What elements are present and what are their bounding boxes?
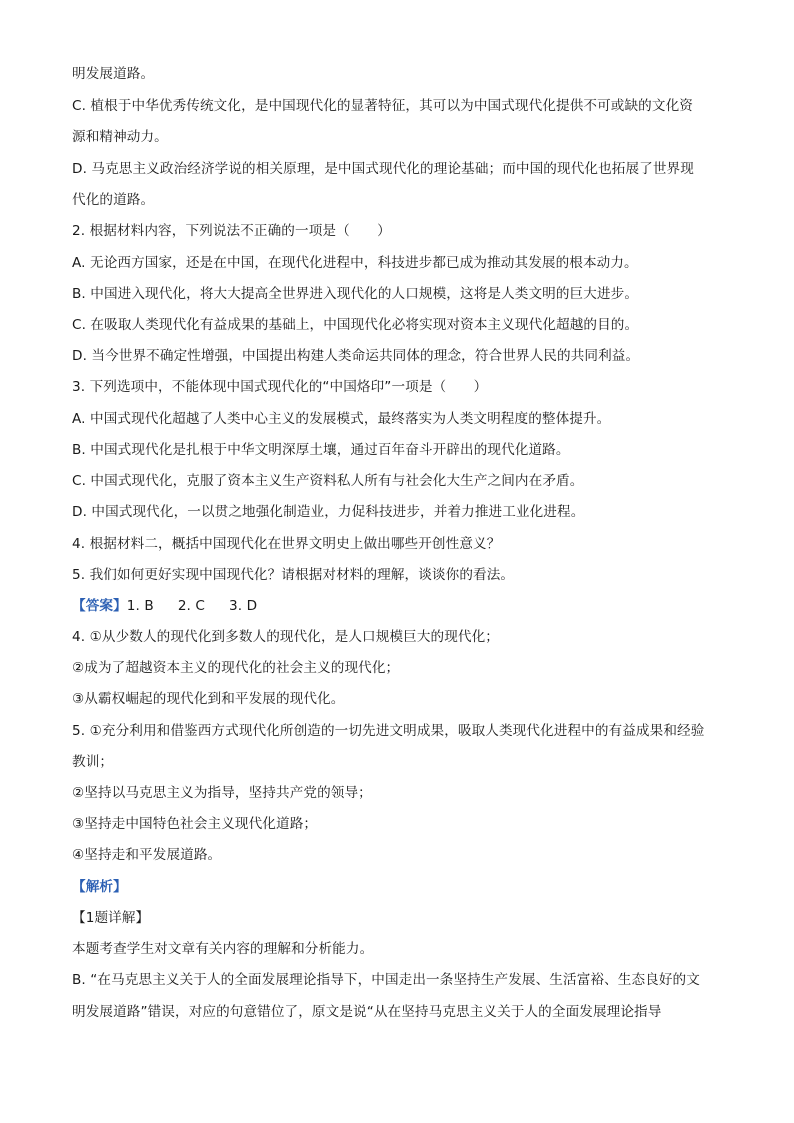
question-3: 3. 下列选项中，不能体现中国式现代化的“中国烙印”一项是（ ） — [72, 379, 488, 395]
answer-2: 2. C — [177, 598, 205, 614]
answer-3: 3. D — [229, 598, 258, 614]
text-line: 教训； — [72, 754, 114, 770]
option-c-line: C. 中国式现代化，克服了资本主义生产资料私人所有与社会化大生产之间内在矛盾。 — [72, 473, 584, 489]
text-line: B. “在马克思主义关于人的全面发展理论指导下，中国走出一条坚持生产发展、生活富裕、生态良好的文 — [72, 972, 700, 988]
answer-line — [72, 596, 257, 616]
question-5: 5. 我们如何更好实现中国现代化？请根据对材料的理解，谈谈你的看法。 — [72, 567, 515, 583]
analysis-label: 【解析】 — [72, 879, 127, 895]
answer-label: 【答案】 — [72, 598, 127, 614]
text-line: 明发展道路”错误，对应的句意错位了，原文是说“从在坚持马克思主义关于人的全面发展理论指导 — [72, 1004, 662, 1020]
option-c-line: C. 植根于中华优秀传统文化，是中国现代化的显著特征，其可以为中国式现代化提供不可或缺的文化资 — [72, 98, 693, 114]
option-c-line: C. 在吸取人类现代化有益成果的基础上，中国现代化必将实现对资本主义现代化超越的目的。 — [72, 317, 639, 333]
option-a-line: A. 中国式现代化超越了人类中心主义的发展模式，最终落实为人类文明程度的整体提升。 — [72, 411, 611, 427]
section-heading: 【1题详解】 — [72, 910, 150, 926]
text-line: 本题考查学生对文章有关内容的理解和分析能力。 — [72, 941, 374, 957]
answer-4-point: ②成为了超越资本主义的现代化的社会主义的现代化； — [72, 660, 400, 676]
option-b-line: B. 中国进入现代化，将大大提高全世界进入现代化的人口规模，这将是人类文明的巨大进步。 — [72, 286, 639, 302]
answer-5-point: ③坚持走中国特色社会主义现代化道路； — [72, 816, 318, 832]
answer-4-point: ③从霸权崛起的现代化到和平发展的现代化。 — [72, 691, 345, 707]
option-b-line: B. 中国式现代化是扎根于中华文明深厚土壤，通过百年奋斗开辟出的现代化道路。 — [72, 442, 570, 458]
answer-1: 1. B — [126, 598, 154, 614]
answer-5-line: 5. ①充分利用和借鉴西方式现代化所创造的一切先进文明成果，吸取人类现代化进程中的有益成果和经验 — [72, 723, 705, 739]
text-line: 代化的道路。 — [72, 192, 155, 208]
answer-5-point: ④坚持走和平发展道路。 — [72, 847, 222, 863]
text-line: 明发展道路。 — [72, 66, 155, 82]
question-4: 4. 根据材料二，概括中国现代化在世界文明史上做出哪些开创性意义？ — [72, 536, 501, 552]
option-a-line: A. 无论西方国家，还是在中国，在现代化进程中，科技进步都已成为推动其发展的根本动力。 — [72, 255, 638, 271]
option-d-line: D. 中国式现代化，一以贯之地强化制造业，力促科技进步，并着力推进工业化进程。 — [72, 504, 585, 520]
option-d-line: D. 马克思主义政治经济学说的相关原理，是中国式现代化的理论基础；而中国的现代化也拓展了世界现 — [72, 161, 694, 177]
text-line: 源和精神动力。 — [72, 129, 168, 145]
question-2: 2. 根据材料内容，下列说法不正确的一项是（ ） — [72, 223, 391, 239]
option-d-line: D. 当今世界不确定性增强，中国提出构建人类命运共同体的理念，符合世界人民的共同利益。 — [72, 348, 640, 364]
answer-5-point: ②坚持以马克思主义为指导，坚持共产党的领导； — [72, 785, 372, 801]
answer-4-line: 4. ①从少数人的现代化到多数人的现代化，是人口规模巨大的现代化； — [72, 629, 499, 645]
